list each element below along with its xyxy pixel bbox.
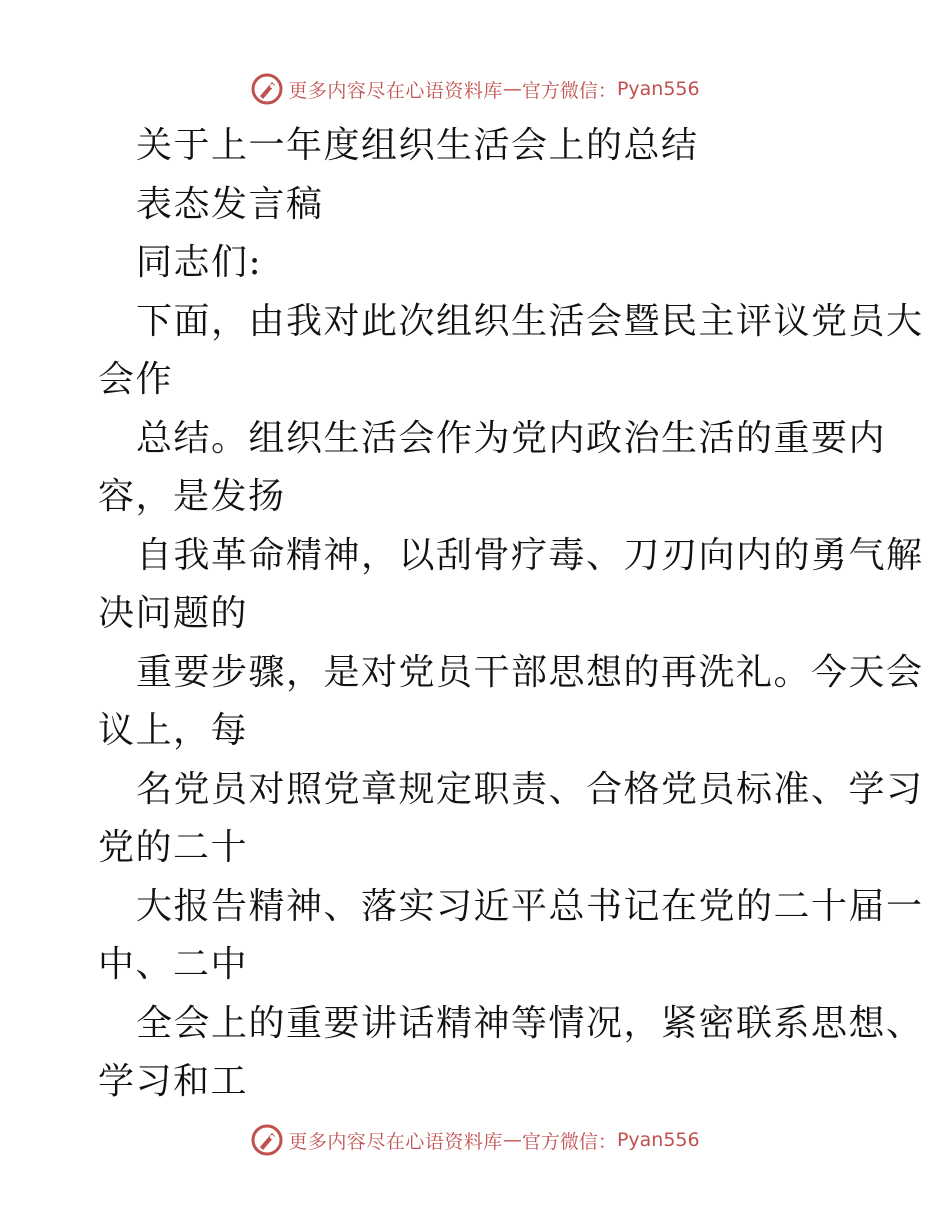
watermark-id: Pyan556 — [616, 78, 700, 100]
pen-nib-logo-icon — [250, 1123, 284, 1157]
document-line: 总结。组织生活会作为党内政治生活的重要内 — [136, 417, 887, 459]
pen-nib-logo-icon — [250, 72, 284, 106]
watermark-main-text: 更多内容尽在心语资料库 — [288, 79, 503, 102]
watermark-id: Pyan556 — [616, 1129, 700, 1151]
document-line: 表态发言稿 — [136, 183, 324, 225]
header-watermark — [0, 67, 950, 111]
document-line: 会作 — [98, 359, 174, 400]
watermark-separator: — — [502, 78, 522, 100]
document-line: 下面，由我对此次组织生活会暨民主评议党员大 — [136, 300, 924, 342]
document-line: 重要步骤，是对党员干部思想的再洗礼。今天会 — [136, 651, 924, 693]
document-line: 容，是发扬 — [98, 476, 286, 517]
watermark-separator: — — [502, 1129, 522, 1151]
document-line: 党的二十 — [98, 827, 249, 868]
document-line: 同志们: — [136, 242, 263, 283]
document-line: 决问题的 — [98, 593, 249, 634]
document-line: 名党员对照党章规定职责、合格党员标准、学习 — [136, 768, 924, 810]
document-line: 中、二中 — [98, 944, 249, 985]
watermark-sub-text: 官方微信： — [521, 79, 617, 102]
document-line: 大报告精神、落实习近平总书记在党的二十届一 — [136, 885, 924, 927]
watermark-sub-text: 官方微信： — [521, 1130, 617, 1153]
document-line: 自我革命精神，以刮骨疗毒、刀刃向内的勇气解 — [136, 534, 924, 576]
watermark-main-text: 更多内容尽在心语资料库 — [288, 1130, 503, 1153]
document-line: 议上，每 — [98, 710, 249, 751]
footer-watermark — [0, 1118, 950, 1162]
document-line: 关于上一年度组织生活会上的总结 — [136, 125, 699, 166]
document-body — [98, 117, 924, 1112]
document-line: 全会上的重要讲话精神等情况，紧密联系思想、 — [136, 1002, 924, 1044]
document-line: 学习和工 — [98, 1061, 249, 1102]
